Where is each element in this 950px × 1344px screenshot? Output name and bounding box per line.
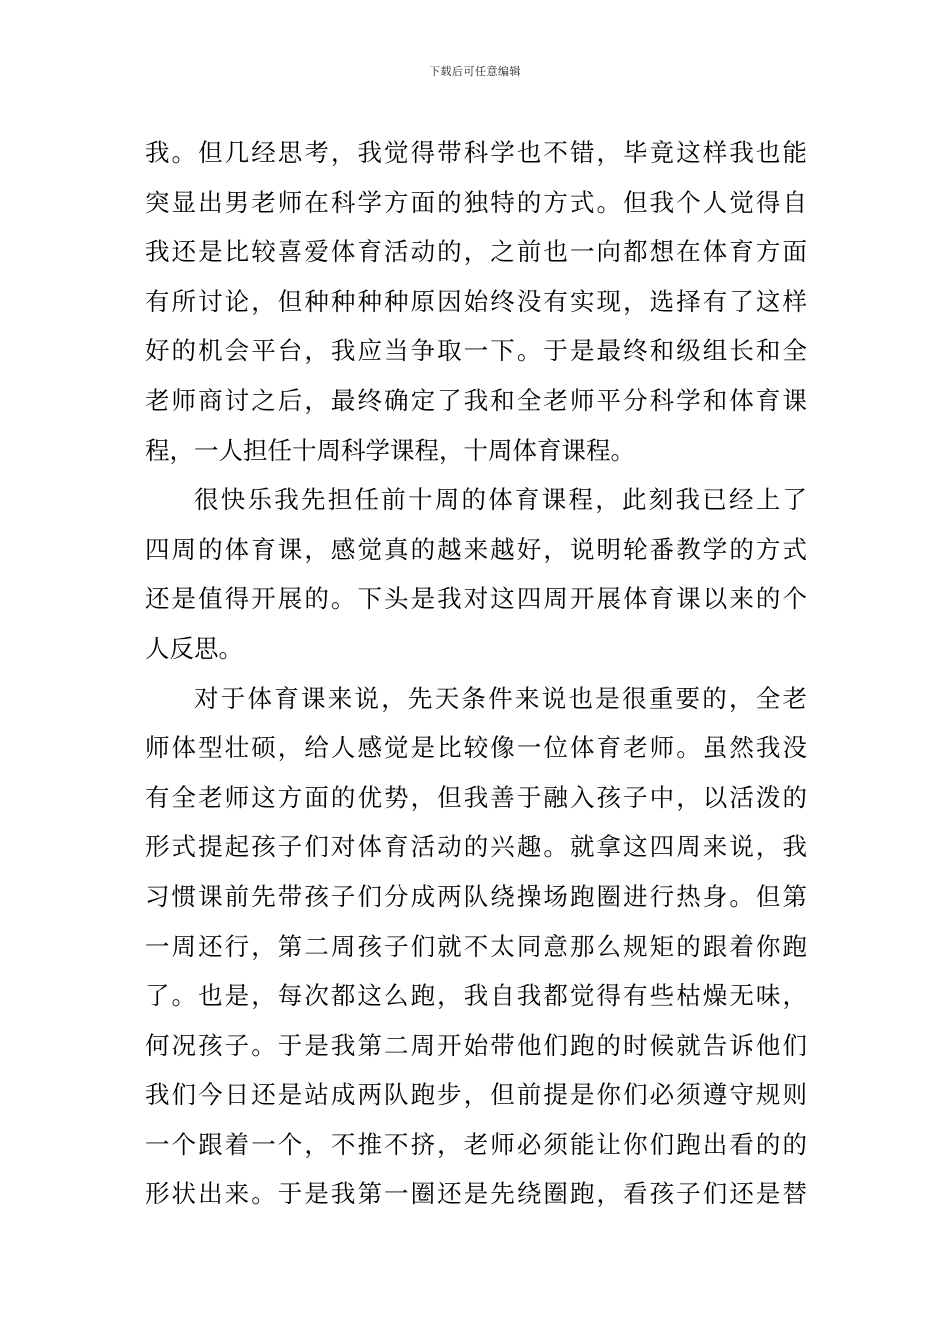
text-line: 一个跟着一个，不推不挤，老师必须能让你们跑出看的的	[145, 1129, 807, 1159]
text-line: 了。也是，每次都这么跑，我自我都觉得有些枯燥无味，	[145, 981, 807, 1011]
text-line: 师体型壮硕，给人感觉是比较像一位体育老师。虽然我没	[145, 733, 807, 763]
text-line: 我还是比较喜爱体育活动的，之前也一向都想在体育方面	[145, 237, 807, 267]
text-line: 形式提起孩子们对体育活动的兴趣。就拿这四周来说，我	[145, 832, 807, 862]
text-line: 突显出男老师在科学方面的独特的方式。但我个人觉得自	[145, 187, 807, 217]
text-line: 我们今日还是站成两队跑步，但前提是你们必须遵守规则	[145, 1080, 807, 1110]
paragraph-first-line: 很快乐我先担任前十周的体育课程，此刻我已经上了	[194, 485, 807, 515]
text-line: 有所讨论，但种种种种原因始终没有实现，选择有了这样	[145, 286, 807, 316]
text-line: 程，一人担任十周科学课程，十周体育课程。	[145, 435, 635, 465]
text-line: 四周的体育课，感觉真的越来越好，说明轮番教学的方式	[145, 534, 807, 564]
paragraph-first-line: 对于体育课来说，先天条件来说也是很重要的，全老	[194, 683, 807, 713]
text-line: 人反思。	[145, 633, 243, 663]
text-line: 老师商讨之后，最终确定了我和全老师平分科学和体育课	[145, 385, 807, 415]
page-header: 下载后可任意编辑	[429, 65, 521, 78]
text-line: 有全老师这方面的优势，但我善于融入孩子中，以活泼的	[145, 782, 807, 812]
text-line: 一周还行，第二周孩子们就不太同意那么规矩的跟着你跑	[145, 931, 807, 961]
text-line: 我。但几经思考，我觉得带科学也不错，毕竟这样我也能	[145, 138, 807, 167]
text-line: 还是值得开展的。下头是我对这四周开展体育课以来的个	[145, 584, 807, 614]
document-body	[145, 128, 807, 1219]
text-line: 形状出来。于是我第一圈还是先绕圈跑，看孩子们还是替	[145, 1179, 807, 1209]
text-line: 好的机会平台，我应当争取一下。于是最终和级组长和全	[145, 336, 807, 366]
text-line: 何况孩子。于是我第二周开始带他们跑的时候就告诉他们	[145, 1030, 807, 1060]
text-line: 习惯课前先带孩子们分成两队绕操场跑圈进行热身。但第	[145, 881, 807, 911]
